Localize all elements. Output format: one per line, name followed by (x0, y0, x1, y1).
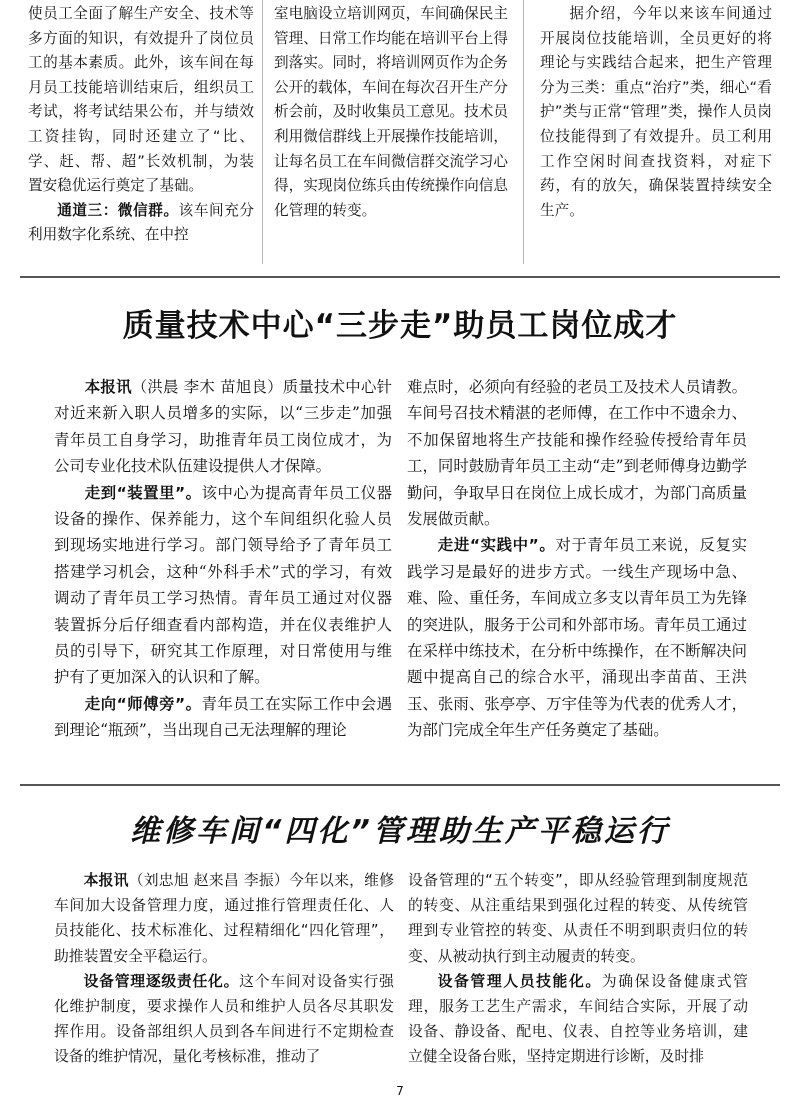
subhead-responsibility: 设备管理逐级责任化。 (83, 972, 240, 990)
article1-paragraph-1 (54, 374, 392, 480)
channel-three-lead: 通道三：微信群。 (57, 201, 179, 219)
article1-col2-p2-text: 对于青年员工来说，反复实践学习是最好的进步方式。一线生产现场中急、难、险、重任务，车间成立多支以青年员工为先锋的突进队，服务于公司和外部市场。青年员工通过在采样中练技术，在分析中练操作，在不断解决问题中提高自己的综合水平，涌现出李苗苗、王洪玉、张雨、张亭亭、万宇佳等为代表的优秀人才，为部门完成全年生产任务奠定了基础。 (407, 536, 747, 740)
top-column-3 (540, 2, 772, 223)
article1-headline: 质量技术中心“三步走”助员工岗位成才 (122, 308, 678, 344)
article1-p3-text: 青年员工在实际工作中会遇到理论“瓶颈”，当出现自己无法理解的理论 (54, 694, 392, 740)
article2-paragraph-1 (54, 868, 394, 969)
channel-three-text: 该车间充分利用数字化系统、在中控 (28, 201, 254, 244)
article1-p1-text: （洪晨 李木 苗旭良）质量技术中心针对近来新入职人员增多的实际，以“三步走”加强青年员工自身学习，助推青年员工岗位成才，为公司专业化技术队伍建设提供人才保障。 (54, 378, 392, 476)
article2-headline: 维修车间“四化”管理助生产平稳运行 (130, 814, 670, 849)
article2-col2-p2-text: 为确保设备健康式管理，服务工艺生产需求，车间结合实际，开展了动设备、静设备、配电、仪表、自控等业务培训，建立健全设备台账，坚持定期进行诊断，及时排 (408, 972, 748, 1066)
top-col1-paragraph-2 (28, 199, 254, 248)
article2-col2-paragraph-2 (408, 969, 748, 1070)
column-divider (523, 0, 524, 264)
subhead-to-mentor: 走向“师傅旁”。 (84, 694, 202, 713)
article2-column-2 (408, 868, 748, 1070)
article2-p2-text: 这个车间对设备实行强化维护制度，要求操作人员和维护人员各尽其职发挥作用。设备部组织人员到各车间进行不定期检查设备的维护情况，量化考核标准，推动了 (54, 972, 394, 1066)
page-number: 7 (396, 1084, 404, 1098)
top-column-1 (28, 2, 254, 248)
byline-lead: 本报讯 (83, 872, 129, 889)
article1-column-2 (407, 374, 747, 744)
article1-col2-paragraph-1: 难点时，必须向有经验的老员工及技术人员请教。车间号召技术精湛的老师傅，在工作中不遗余力、不加保留地将生产技能和操作经验传授给青年员工，同时鼓励青年员工主动“走”到老师傅身边勤学勤问，争取早日在岗位上成长成才，为部门高质量发展做贡献。 (407, 378, 747, 529)
subhead-into-plant: 走到“装置里”。 (84, 483, 202, 502)
article2-paragraph-2 (54, 969, 394, 1070)
article2-col2-paragraph-1: 设备管理的“五个转变”，即从经验管理到制度规范的转变、从注重结果到强化过程的转变、从传统管理到专业管控的转变、从责任不明到职责归位的转变、从被动执行到主动履责的转变。 (408, 872, 748, 965)
article1-column-1 (54, 374, 392, 744)
article2-column-1 (54, 868, 394, 1070)
subhead-into-practice: 走进“实践中”。 (437, 536, 556, 555)
top-column-2 (274, 2, 508, 223)
section-divider (20, 784, 780, 786)
section-divider (20, 276, 780, 278)
top-col2-paragraph-1: 室电脑设立培训网页，车间确保民主管理、日常工作均能在培训平台上得到落实。同时，将培训网页作为企务公开的载体，车间在每次召开生产分析会前，及时收集员工意见。技术员利用微信群线上开展操作技能培训，让每名员工在车间微信群交流学习心得，实现岗位练兵由传统操作向信息化管理的转变。 (274, 5, 508, 219)
article1-p2-text: 该中心为提高青年员工仪器设备的操作、保养能力，这个车间组织化验人员到现场实地进行学习。部门领导给予了青年员工搭建学习机会，这种“外科手术”式的学习，有效调动了青年员工学习热情。青年员工通过对仪器装置拆分后仔细查看内部构造，并在仪表维护人员的引导下，研究其工作原理，对日常使用与维护有了更加深入的认识和了解。 (54, 483, 392, 687)
top-col3-paragraph-1: 据介绍，今年以来该车间通过开展岗位技能培训，全员更好的将理论与实践结合起来，把生产管理分为三类：重点“治疗”类，细心“看护”类与正常“管理”类，操作人员岗位技能得到了有效提升。员工利用工作空闲时间查找资料，对症下药，有的放矢，确保装置持续安全生产。 (540, 5, 772, 219)
article1-paragraph-2 (54, 480, 392, 691)
top-col1-paragraph-1: 使员工全面了解生产安全、技术等多方面的知识，有效提升了岗位员工的基本素质。此外，该车间在每月员工技能培训结束后，组织员工考试，将考试结果公布，并与绩效工资挂钩，同时还建立了“比、学、赶、帮、超”长效机制，为装置安稳优运行奠定了基础。 (28, 5, 254, 195)
article1-col2-paragraph-2 (407, 532, 747, 743)
column-divider (262, 0, 263, 264)
byline-lead: 本报讯 (84, 378, 132, 396)
article2-p1-text: （刘忠旭 赵来昌 李振）今年以来，维修车间加大设备管理力度，通过推行管理责任化、人员技能化、技术标准化、过程精细化“四化管理”，助推装置安全平稳运行。 (54, 872, 394, 965)
article1-paragraph-3 (54, 691, 392, 744)
subhead-skills: 设备管理人员技能化。 (437, 972, 602, 990)
